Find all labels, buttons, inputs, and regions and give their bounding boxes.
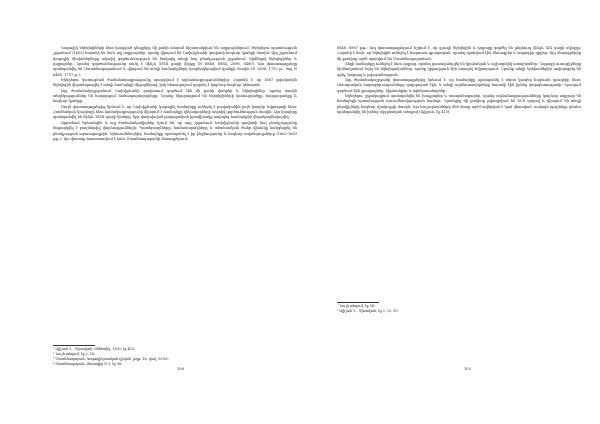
footnote: ⁵ Նույն տեղում, էջ 54։ [337,304,375,308]
right-footnotes [337,304,581,314]
footnote-rule [53,345,95,346]
footnote: ⁴ Մատենադարան, Ձեռագիր N 5, էջ 56։ [53,361,123,366]
footnote: ⁶ Ալիշան Ղ., Սիսական, էջ 2, 13, 59։ [337,308,399,313]
page-number: 106 [177,367,184,371]
paragraph: 8848, 8887 թթ.։ Այդ փաստաթղթերում նշվում է, որ գյուղի եկեղեցին և դպրոցը գործել են ընդհուպ մինչև XIX դարի սկիզբը։ Հայտնի է նաև, որ եկեղեցին ունեցել է հարուստ գրադարան, որտեղ պահվում էին ձեռագրեր և տպագիր գրքեր։ Այդ ձեռագրերից մի քանիսը այժմ պահվում են Մատենադարանում։ [337,46,581,61]
page-number: 105 [464,367,471,371]
paragraph: Սույն փաստաթղթերից երևում է, որ Նախիջևանի կաթոլիկ համայնքը ունեցել է բավականին լայն կապեր Եվրոպայի հետ։ Հռոմեական կուրիայի հետ նամակագրությունը վկայում է համայնքի ղեկավարների ակտիվ գործունեության մասին։ Այս կապերը պահպանվել են մինչև XVIII դարի կեսերը, երբ փոփոխված քաղաքական իրավիճակը ստիպեց համայնքին վերակողմնորոշվել։ [53,104,297,120]
footnote: ¹ Ալիշան Ղ., Սիսական, Վենետիկ, 1893, էջ 420։ [53,347,135,351]
footnote-rule [337,302,379,303]
paragraph: Կաթոլիկ եկեղեցիների հետ կապված դեպքերը մի քանի անգամ հիշատակվում են աղբյուրներում։ Եկեղեցու պատմության շրջանում (1605) հայտնի են նաև այլ աղբյուրներ, որոնք վկայում են Նախիջևանի գավառի հոգևոր կյանքի մասին։ Այդ շրջանում կաթոլիկ միսիոներները ակտիվ գործունեություն են ծավալել տեղի հայ բնակչության շրջանում, հիմնելով եկեղեցիներ և դպրոցներ։ Նրանց գործունեությունը տևել է մինչև XVIII դարի վերջը (N 8848, 8884, 2898, 6480)։ Այս փաստաթղթերը պահպանվել են Մատենադարանում և վկայում են տեղի համայնքների կազմակերպված կյանքի մասին (N 2898, 1752 թ., ծալ N 6480, 1757 թ.)։ [53,46,297,77]
paragraph: Եկեղեցու կառուցման ժամանակագրությունը պարզվում է արձանագրություններից։ Հայտնի է, որ 1667 թվականին եկեղեցին վերանորոգվել է տեղի համայնքի միջոցներով, իսկ հետագայում դարձել է կարևոր հոգևոր կենտրոն։ [53,78,297,88]
right-text-column [337,46,581,115]
paragraph: Տեղի համայնքը ունեցել է նաև դպրոց, որտեղ դասավանդվել են կրոնական և աշխարհիկ առարկաներ։ Դպրոցի ուսուցիչները հիմնականում եղել են եկեղեցականներ, որոնք կրթություն էին ստացել Եվրոպայում։ Նրանք տեղի երեխաներին սովորեցրել են գրել, կարդալ և թվաբանություն։ [337,62,581,77]
right-page [300,0,600,424]
footnote: ² Նույն տեղում, էջ 2, 16։ [53,351,96,356]
footnote: ³ Մատենադարան, Կաթողիկոսական դիվան, թղթ. 1b, վավ. 53-60։ [53,356,169,361]
paragraph: Աբրահամ Երևանցին և այլ ժամանակակիցներ նշում են, որ այդ շրջանում Նախիջևանի գավառի հայ բնակչությունը ենթարկվել է բազմաթիվ փորձությունների։ Պատերազմները, համաճարակները և տնտեսական ծանր վիճակը հանգեցրել են բնակչության արտագաղթին։ Այնուամենայնիվ, համայնքը պահպանել է իր ինքնությունը և հոգևոր ավանդույթները (1662-1683 թթ.)։ Այս փաստը հաստատվում է նաև Մատենադարանի ձեռագրերում։ [53,120,297,141]
paragraph: Այդ ժամանակաշրջանում Նախիջևանի գավառում գործում էին մի քանի վանքեր և եկեղեցիներ, որոնց մասին տեղեկություններ են հաղորդում ճանապարհորդները։ Նրանք նկարագրում են եկեղեցիների կառուցվածքը, հարդարանքը և հոգևոր կյանքը։ [53,88,297,104]
paragraph: Եկեղեցու շրջակայքում պահպանվել են խաչքարեր և տապանաքարեր, որոնց արձանագրությունները կարևոր աղբյուր են համայնքի պատմության ուսումնասիրության համար։ Դրանցից մի քանիսը թվագրվում են XVII դարով և վկայում են տեղի բնակիչների հոգևոր մշակույթի մասին։ Այս հուշարձանների մեծ մասը այժմ ավերված է կամ վնասված, սակայն որոշները դեռևս պահպանվել են իրենց սկզբնական տեսքով (Ալիշան, էջ 413)։ [337,94,581,115]
left-footnotes [53,347,297,367]
paragraph: Այդ ժամանակաշրջանի փաստաթղթերից երևում է, որ համայնքը պահպանել է սերտ կապեր հարևան գյուղերի հետ։ Առևտրական հարաբերությունները զարգացած էին, և տեղի արհեստավորները հայտնի էին իրենց վարպետությամբ։ Գյուղում գործում էին ջրաղացներ, ձիթհանքեր և արհեստանոցներ։ [337,78,581,93]
left-text-column [53,46,297,142]
